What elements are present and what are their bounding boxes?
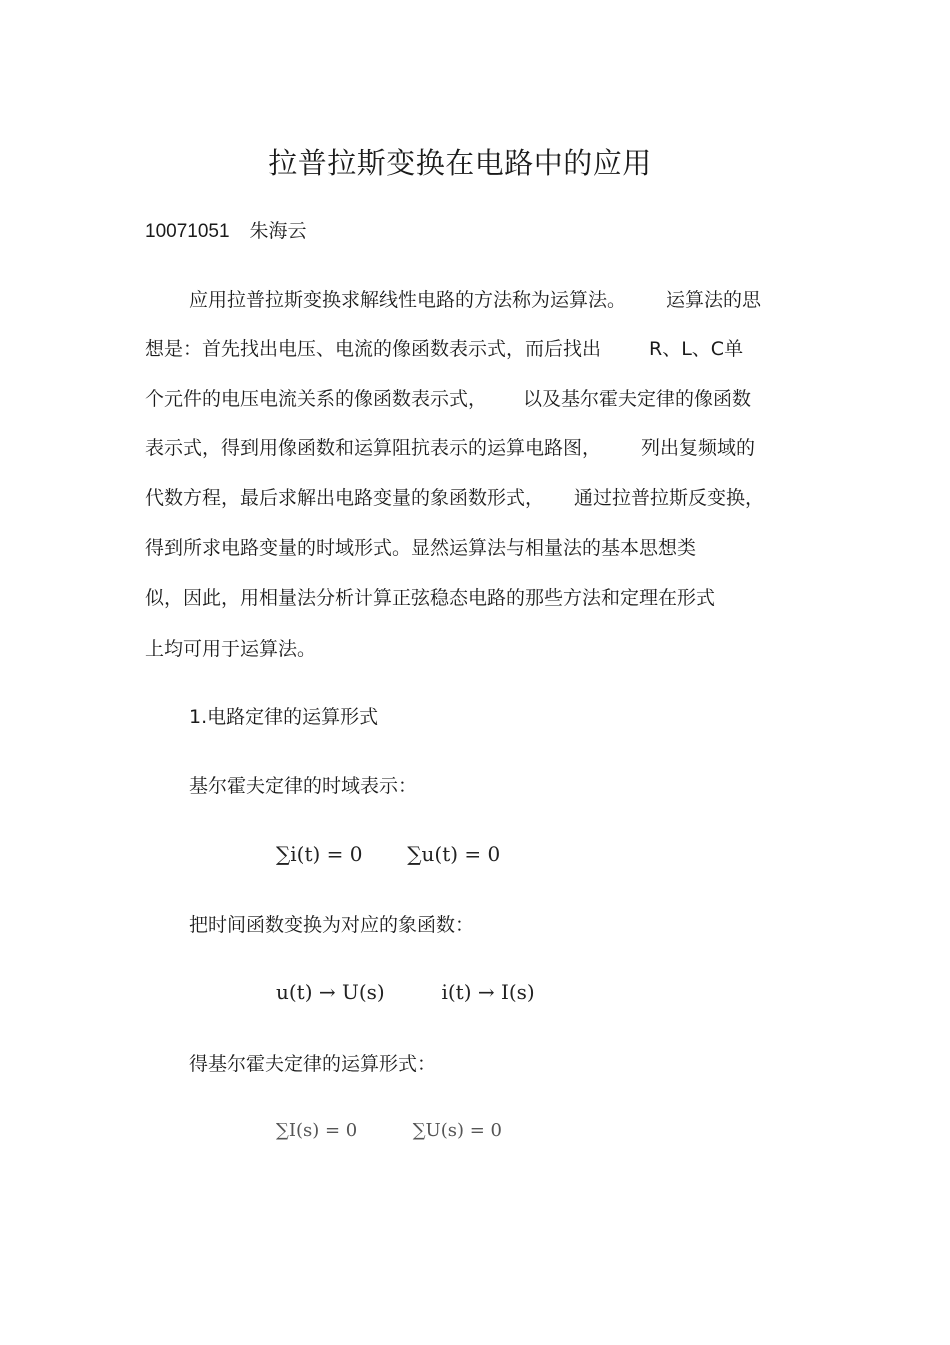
transform-label: 把时间函数变换为对应的象函数： — [189, 914, 475, 936]
formula-transform-current: i(t) → I(s) — [441, 980, 535, 1004]
author-line — [145, 216, 307, 247]
section-heading: 1.电路定律的运算形式 — [189, 706, 379, 728]
intro-line-2 — [145, 334, 743, 364]
formula-transform — [276, 977, 535, 1007]
author-name: 朱海云 — [249, 220, 307, 242]
kcl-time-label: 基尔霍夫定律的时域表示： — [189, 775, 418, 797]
intro-line-4-b: 列出复频域的 — [641, 437, 756, 459]
formula-kcl-s — [276, 1116, 502, 1146]
intro-line-3-b: 以及基尔霍夫定律的像函数 — [523, 388, 752, 410]
formula-kcl-s-current: ∑I(s) = 0 — [276, 1120, 358, 1141]
formula-transform-voltage: u(t) → U(s) — [276, 980, 385, 1004]
kcl-s-label: 得基尔霍夫定律的运算形式： — [189, 1053, 437, 1075]
intro-line-8: 上均可用于运算法。 — [145, 638, 317, 660]
intro-line-1-a: 应用拉普拉斯变换求解线性电路的方法称为运算法。 — [189, 289, 627, 311]
intro-line-1 — [189, 285, 761, 315]
intro-line-5 — [145, 483, 764, 513]
intro-line-6: 得到所求电路变量的时域形式。显然运算法与相量法的基本思想类 — [145, 537, 697, 559]
formula-kvl-s-voltage: ∑U(s) = 0 — [412, 1120, 502, 1141]
intro-line-1-b: 运算法的思 — [666, 289, 762, 311]
author-id: 10071051 — [145, 221, 230, 242]
intro-line-3-a: 个元件的电压电流关系的像函数表示式， — [145, 388, 488, 410]
intro-line-5-a: 代数方程，最后求解出电路变量的象函数形式， — [145, 487, 545, 509]
intro-line-4-a: 表示式，得到用像函数和运算阻抗表示的运算电路图， — [145, 437, 602, 459]
formula-kvl-voltage: ∑u(t) = 0 — [407, 842, 501, 866]
intro-line-4 — [145, 433, 755, 463]
formula-kcl-time — [276, 839, 500, 869]
intro-line-2-b: R、L、C单 — [649, 338, 744, 360]
intro-line-2-a: 想是：首先找出电压、电流的像函数表示式，而后找出 — [145, 338, 602, 360]
intro-line-7: 似，因此，用相量法分析计算正弦稳态电路的那些方法和定理在形式 — [145, 587, 716, 609]
document-title: 拉普拉斯变换在电路中的应用 — [268, 146, 652, 180]
intro-line-3 — [145, 384, 751, 414]
intro-line-5-b: 通过拉普拉斯反变换， — [574, 487, 765, 509]
formula-kcl-current: ∑i(t) = 0 — [276, 842, 363, 866]
